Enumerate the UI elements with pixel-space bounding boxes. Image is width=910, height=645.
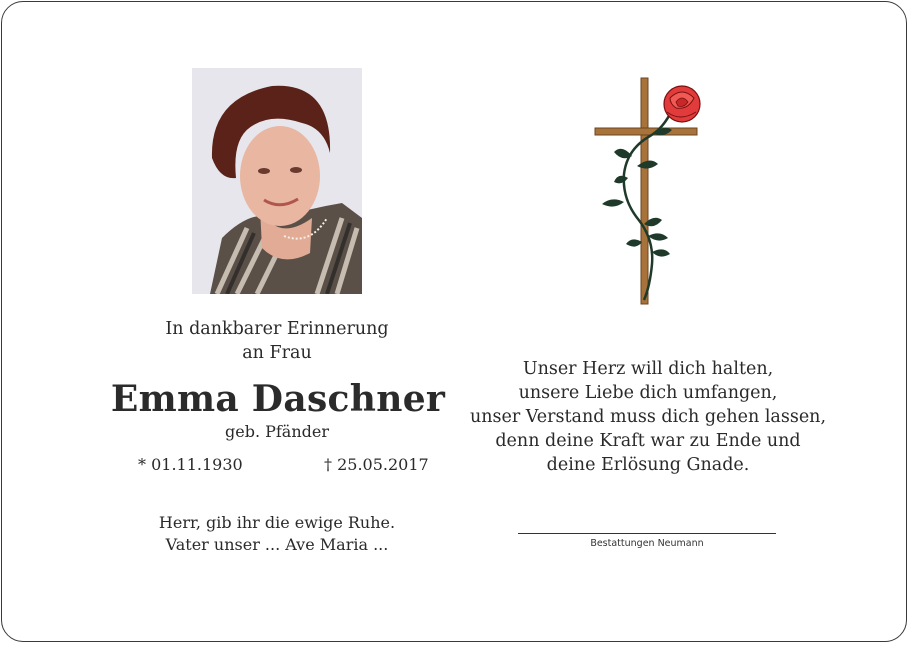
poem-line-1: Unser Herz will dich halten,	[522, 359, 774, 379]
prayer-line-2: Vater unser ... Ave Maria ...	[165, 535, 389, 554]
intro-line-1: In dankbarer Erinnerung	[165, 319, 389, 339]
poem-line-4: denn deine Kraft war zu Ende und	[495, 431, 801, 451]
undertaker-name: Bestattungen Neumann	[590, 538, 704, 549]
birth-date: * 01.11.1930	[138, 455, 243, 474]
maiden-name: geb. Pfänder	[224, 422, 329, 441]
poem-line-5: deine Erlösung Gnade.	[546, 455, 750, 475]
prayer-text	[122, 512, 432, 556]
signature-line	[518, 533, 776, 534]
prayer-line-1: Herr, gib ihr die ewige Ruhe.	[158, 513, 396, 532]
death-date: † 25.05.2017	[324, 455, 429, 474]
portrait-illustration	[192, 68, 362, 294]
intro-line-2: an Frau	[242, 343, 312, 363]
cross-with-rose-icon	[592, 74, 712, 310]
deceased-name: Emma Daschner	[110, 378, 446, 420]
intro-text	[122, 317, 432, 365]
memorial-card	[1, 1, 907, 642]
portrait-photo	[192, 68, 362, 294]
poem-line-2: unsere Liebe dich umfangen,	[518, 383, 778, 403]
poem-text	[468, 357, 828, 477]
poem-line-3: unser Verstand muss dich gehen lassen,	[469, 407, 827, 427]
